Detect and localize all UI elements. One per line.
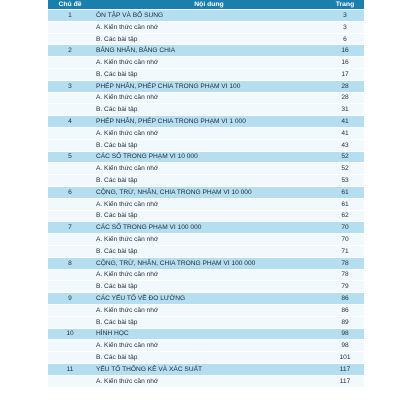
page-number: 89 [341,318,349,326]
page-number: 79 [341,283,349,291]
entry-title: A. Kiến thức cần nhớ [96,271,159,279]
entry-title: CÁC SỐ TRONG PHẠM VI 10 000 [96,153,198,161]
section-row[interactable] [48,140,364,152]
chapter-number: 11 [66,365,74,373]
chapter-row[interactable] [48,81,364,93]
page-number: 53 [341,177,349,185]
entry-title: PHÉP NHÂN, PHÉP CHIA TRONG PHẠM VI 100 [96,82,241,90]
page-number: 98 [341,330,349,338]
entry-title: YẾU TỐ THỐNG KÊ VÀ XÁC SUẤT [96,365,203,373]
header-content: Nội dung [194,1,224,8]
page-number: 86 [341,306,349,314]
entry-title: PHÉP NHÂN, PHÉP CHIA TRONG PHẠM VI 1 000 [96,118,246,126]
section-row[interactable] [48,199,364,211]
chapter-row[interactable] [48,293,364,305]
page-number: 70 [341,236,349,244]
page-number: 52 [341,165,349,173]
page-number: 52 [341,153,349,161]
section-row[interactable] [48,34,364,46]
header-page: Trang [335,1,355,8]
section-row[interactable] [48,270,364,282]
table-header [48,0,364,10]
chapter-row[interactable] [48,116,364,128]
entry-title: B. Các bài tập [96,283,138,291]
entry-title: A. Kiến thức cần nhớ [96,236,159,244]
entry-title: CÁC YẾU TỐ VỀ ĐO LƯỜNG [96,295,186,303]
chapter-row[interactable] [48,329,364,341]
entry-title: CỘNG, TRỪ, NHÂN, CHIA TRONG PHẠM VI 100 000 [96,259,256,267]
section-row[interactable] [48,352,364,364]
page-number: 117 [339,365,351,373]
page-number: 41 [341,118,349,126]
section-row[interactable] [48,163,364,175]
page-number: 3 [343,23,347,31]
page-number: 101 [339,354,351,362]
chapter-number: 8 [68,259,72,267]
chapter-number: 9 [68,295,72,303]
entry-title: B. Các bài tập [96,35,138,43]
section-row[interactable] [48,234,364,246]
chapter-number: 5 [68,153,72,161]
header-chapter: Chủ đề [58,1,82,8]
chapter-number: 2 [68,47,72,55]
entry-title: A. Kiến thức cần nhớ [96,200,159,208]
chapter-number: 4 [68,118,72,126]
entry-title: A. Kiến thức cần nhớ [96,342,159,350]
entry-title: B. Các bài tập [96,247,138,255]
page-number: 61 [341,188,349,196]
page-number: 3 [343,11,347,19]
page-number: 98 [341,342,349,350]
chapter-row[interactable] [48,187,364,199]
entry-title: A. Kiến thức cần nhớ [96,59,159,67]
chapter-row[interactable] [48,45,364,57]
page-number: 28 [341,94,349,102]
chapter-row[interactable] [48,10,364,22]
page-number: 41 [341,129,349,137]
chapter-row[interactable] [48,258,364,270]
page-number: 117 [339,377,351,385]
entry-title: BẢNG NHÂN, BẢNG CHIA [96,47,176,55]
section-row[interactable] [48,376,364,388]
page-number: 17 [341,70,349,78]
entry-title: A. Kiến thức cần nhớ [96,129,159,137]
page-number: 78 [341,259,349,267]
page-number: 62 [341,212,349,220]
entry-title: CỘNG, TRỪ, NHÂN, CHIA TRONG PHẠM VI 10 000 [96,188,252,196]
page-number: 28 [341,82,349,90]
section-row[interactable] [48,317,364,329]
chapter-number: 6 [68,188,72,196]
section-row[interactable] [48,340,364,352]
table-body [48,10,364,388]
section-row[interactable] [48,22,364,34]
entry-title: B. Các bài tập [96,177,138,185]
entry-title: A. Kiến thức cần nhớ [96,165,159,173]
section-row[interactable] [48,69,364,81]
page-number: 16 [341,59,349,67]
entry-title: B. Các bài tập [96,212,138,220]
page-number: 43 [341,141,349,149]
chapter-number: 1 [68,11,72,19]
page-number: 71 [341,247,349,255]
page-number: 61 [341,200,349,208]
chapter-number: 10 [66,330,74,338]
page-number: 16 [341,47,349,55]
entry-title: B. Các bài tập [96,141,138,149]
page-number: 6 [343,35,347,43]
section-row[interactable] [48,281,364,293]
section-row[interactable] [48,305,364,317]
entry-title: HÌNH HỌC [96,330,129,338]
chapter-number: 3 [68,82,72,90]
entry-title: B. Các bài tập [96,318,138,326]
entry-title: B. Các bài tập [96,106,138,114]
page-number: 78 [341,271,349,279]
page-number: 86 [341,295,349,303]
chapter-row[interactable] [48,364,364,376]
section-row[interactable] [48,128,364,140]
entry-title: CÁC SỐ TRONG PHẠM VI 100 000 [96,224,202,232]
section-row[interactable] [48,211,364,223]
table-of-contents [48,0,364,388]
entry-title: B. Các bài tập [96,70,138,78]
entry-title: A. Kiến thức cần nhớ [96,377,159,385]
page-number: 70 [341,224,349,232]
section-row[interactable] [48,93,364,105]
section-row[interactable] [48,246,364,258]
page-number: 31 [341,106,349,114]
entry-title: ÔN TẬP VÀ BỔ SUNG [96,11,164,19]
chapter-row[interactable] [48,152,364,164]
entry-title: A. Kiến thức cần nhớ [96,94,159,102]
chapter-row[interactable] [48,222,364,234]
section-row[interactable] [48,104,364,116]
entry-title: A. Kiến thức cần nhớ [96,23,159,31]
entry-title: B. Các bài tập [96,354,138,362]
section-row[interactable] [48,57,364,69]
entry-title: A. Kiến thức cần nhớ [96,306,159,314]
chapter-number: 7 [68,224,72,232]
section-row[interactable] [48,175,364,187]
